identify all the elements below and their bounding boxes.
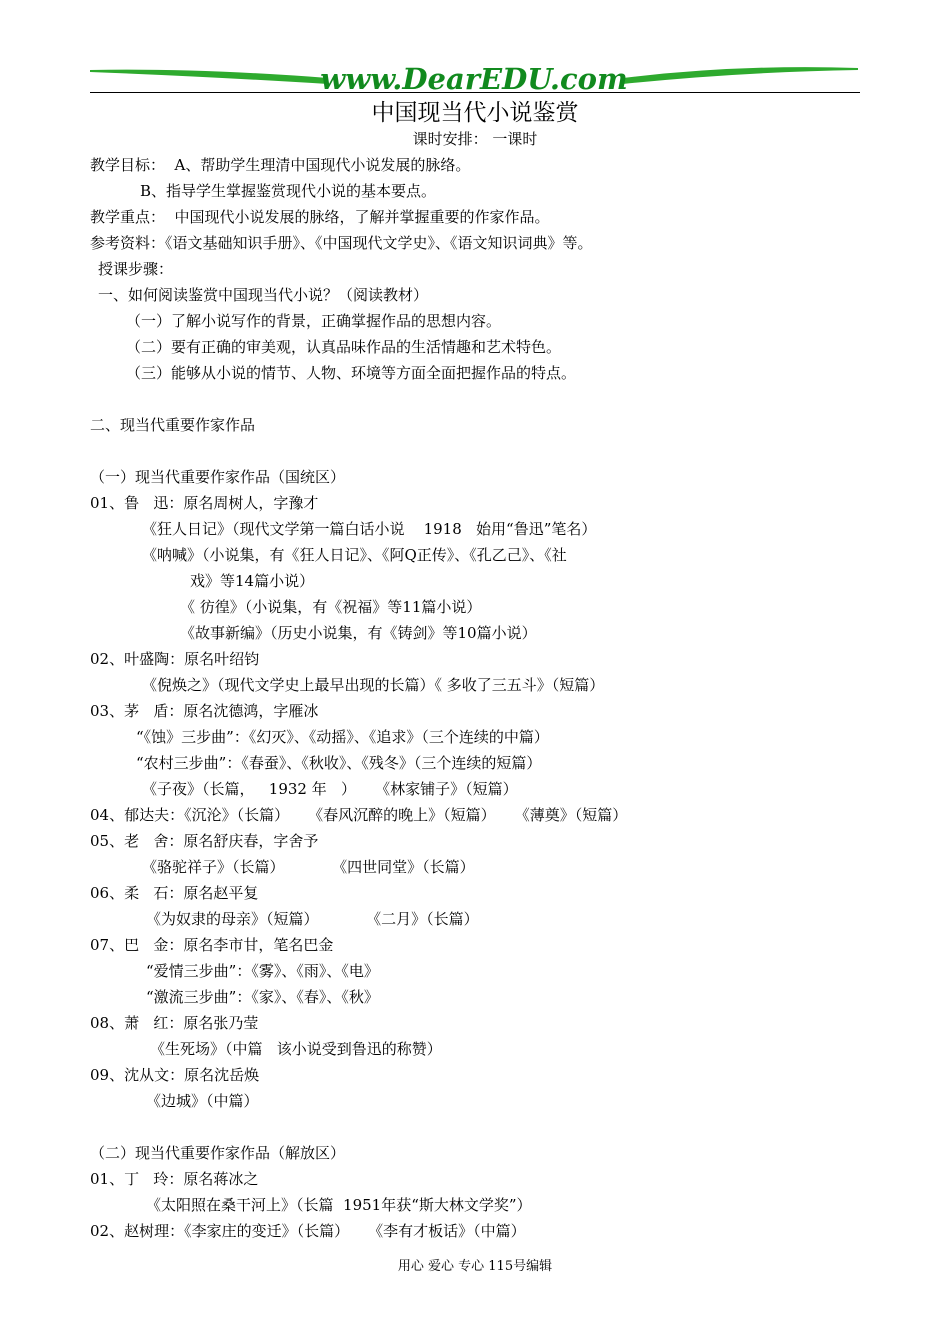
point-two: （二）要有正确的审美观，认真品味作品的生活情趣和艺术特色。	[126, 338, 562, 356]
left-swoosh	[90, 70, 328, 84]
work-entry: 《倪焕之》（现代文学史上最早出现的长篇）《 多收了三五斗》（短篇）	[142, 676, 605, 694]
author-entry: 04、郁达夫：《沉沦》（长篇） 《春风沉醉的晚上》（短篇） 《薄奠》（短篇）	[90, 806, 628, 824]
work-entry: 《故事新编》（历史小说集，有《铸剑》等10篇小说）	[180, 624, 537, 642]
teaching-goal-b: B、指导学生掌握鉴赏现代小说的基本要点。	[140, 182, 437, 200]
teaching-focus: 教学重点： 中国现代小说发展的脉络，了解并掌握重要的作家作品。	[90, 208, 550, 226]
document-title: 中国现当代小说鉴赏	[371, 100, 579, 126]
work-entry: 戏》等14篇小说）	[190, 572, 315, 590]
author-entry: 06、柔 石：原名赵平复	[90, 884, 259, 902]
author-entry: 05、老 舍：原名舒庆春，字舍予	[90, 832, 319, 850]
teaching-goal-a: 教学目标： A、帮助学生理清中国现代小说发展的脉络。	[90, 156, 471, 174]
work-entry: 《为奴隶的母亲》（短篇） 《二月》（长篇）	[146, 910, 479, 928]
author-entry: 01、丁 玲：原名蒋冰之	[90, 1170, 259, 1188]
logo-text: www.DearEDU.com	[320, 62, 628, 94]
teaching-steps: 授课步骤：	[98, 260, 174, 278]
site-header-banner	[88, 60, 860, 94]
dearedu-logo	[88, 60, 860, 94]
work-entry: “农村三步曲”：《春蚕》、《秋收》、《残冬》（三个连续的短篇）	[136, 754, 542, 772]
work-entry: 《呐喊》（小说集，有《狂人日记》、《阿Q正传》、《孔乙己》、《社	[142, 546, 567, 564]
page-footer: 用心 爱心 专心 115号编辑	[397, 1259, 553, 1274]
right-swoosh	[623, 67, 858, 84]
section-two-heading: 二、现当代重要作家作品	[90, 416, 256, 434]
author-entry: 02、赵树理：《李家庄的变迁》（长篇） 《李有才板话》（中篇）	[90, 1222, 526, 1240]
reference-materials: 参考资料：《语文基础知识手册》、《中国现代文学史》、《语文知识词典》等。	[90, 234, 593, 252]
section-one-heading: 一、如何阅读鉴赏中国现当代小说？（阅读教材）	[98, 286, 429, 304]
author-entry: 02、叶盛陶：原名叶绍钧	[90, 650, 260, 668]
work-entry: “爱情三步曲”：《雾》、《雨》、《电》	[146, 962, 379, 980]
author-entry: 09、沈从文：原名沈岳焕	[90, 1066, 260, 1084]
subsection-jiefang: （二）现当代重要作家作品（解放区）	[90, 1144, 346, 1162]
work-entry: “《蚀》三步曲”：《幻灭》、《动摇》、《追求》（三个连续的中篇）	[136, 728, 549, 746]
work-entry: 《狂人日记》（现代文学第一篇白话小说 1918 始用“鲁迅”笔名）	[142, 520, 597, 538]
author-entry: 01、鲁 迅：原名周树人，字豫才	[90, 494, 319, 512]
work-entry: 《骆驼祥子》（长篇） 《四世同堂》（长篇）	[142, 858, 475, 876]
lesson-schedule: 课时安排： 一课时	[412, 130, 538, 148]
point-three: （三）能够从小说的情节、人物、环境等方面全面把握作品的特点。	[126, 364, 577, 382]
work-entry: 《子夜》（长篇， 1932 年 ） 《林家铺子》（短篇）	[142, 780, 518, 798]
point-one: （一）了解小说写作的背景，正确掌握作品的思想内容。	[126, 312, 502, 330]
work-entry: 《边城》（中篇）	[146, 1092, 259, 1110]
work-entry: “激流三步曲”：《家》、《春》、《秋》	[146, 988, 379, 1006]
author-entry: 03、茅 盾：原名沈德鸿，字雁冰	[90, 702, 319, 720]
work-entry: 《太阳照在桑干河上》（长篇 1951年获“斯大林文学奖”）	[146, 1196, 532, 1214]
header-rule	[90, 92, 860, 93]
work-entry: 《生死场》（中篇 该小说受到鲁迅的称赞）	[150, 1040, 442, 1058]
author-entry: 07、巴 金：原名李市甘，笔名巴金	[90, 936, 334, 954]
work-entry: 《 彷徨》（小说集，有《祝福》等11篇小说）	[180, 598, 482, 616]
author-entry: 08、萧 红：原名张乃莹	[90, 1014, 259, 1032]
subsection-guotong: （一）现当代重要作家作品（国统区）	[90, 468, 346, 486]
